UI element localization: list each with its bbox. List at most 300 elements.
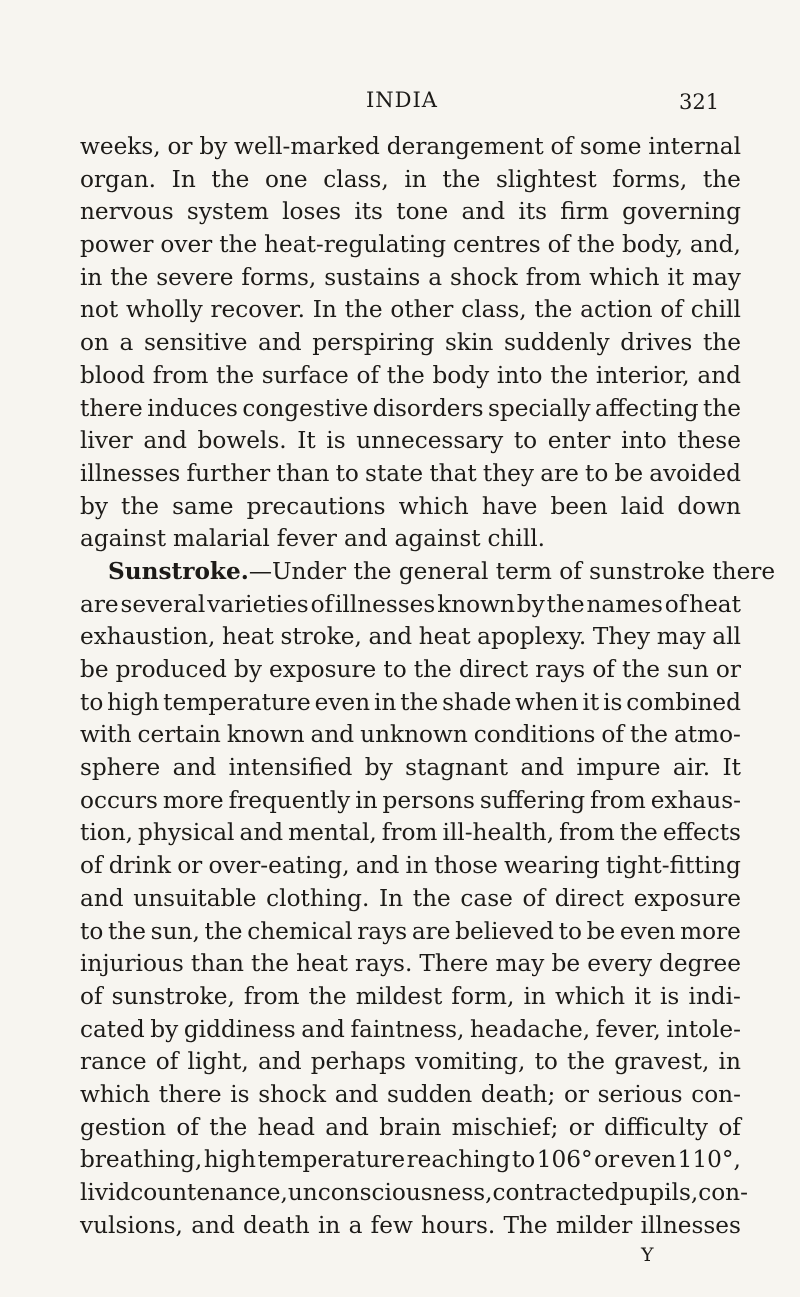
word: 106° [536, 1146, 593, 1174]
word: brain [379, 1113, 442, 1141]
word: of [718, 1113, 741, 1141]
word: the [412, 884, 451, 912]
word: even [619, 917, 676, 945]
word: sphere [80, 754, 161, 782]
word: combined [626, 688, 741, 716]
word: the [204, 917, 243, 945]
word: produced [115, 656, 227, 683]
text-line [80, 491, 741, 524]
word: skin [445, 329, 494, 357]
word: and [172, 754, 217, 782]
word: and, [689, 231, 741, 259]
word: blood [80, 361, 146, 389]
word: be [586, 917, 616, 945]
word: varieties [207, 590, 309, 618]
word: all [712, 623, 741, 651]
word: illnesses [640, 1211, 741, 1239]
word: rays [357, 917, 408, 945]
text-line [80, 981, 741, 1014]
text-line [80, 1210, 741, 1243]
word: of [601, 721, 624, 749]
word: body, [621, 231, 683, 259]
word: nervous [80, 198, 174, 226]
word: rance [80, 1048, 147, 1076]
word: countenance, [130, 1179, 288, 1206]
text-line [80, 1112, 741, 1145]
word: by [150, 1015, 179, 1043]
word: than [276, 459, 330, 487]
word: sensitive [143, 329, 248, 357]
word: of [522, 884, 546, 912]
text-line [80, 687, 741, 720]
word: 110°, [677, 1146, 741, 1174]
word: death; [480, 1080, 556, 1108]
word: the [211, 165, 250, 193]
word: interior, [595, 361, 690, 389]
sunstroke-first-line-rest: —Under the general term of sunstroke there [248, 557, 776, 585]
word: same [172, 492, 234, 520]
word: in [80, 263, 103, 291]
word: and [301, 1015, 345, 1043]
word: death [243, 1211, 310, 1239]
word: disorders [372, 394, 484, 422]
text-line [80, 327, 741, 360]
word: of [176, 1113, 199, 1141]
word: organ. [80, 165, 157, 193]
text-line [80, 294, 741, 327]
word: precautions [246, 492, 386, 520]
signature-mark: Y [641, 1244, 654, 1266]
text-line [80, 1144, 741, 1177]
word: gravest, [614, 1048, 710, 1076]
word: to [383, 656, 407, 683]
word: stroke, [280, 623, 362, 651]
word: and [257, 1048, 302, 1076]
word: be [551, 950, 581, 978]
word: tight-fitting [605, 852, 741, 880]
word: giddiness [183, 1015, 296, 1043]
word: induces [147, 394, 238, 422]
text-line [80, 1079, 741, 1112]
word: unsuitable [133, 884, 257, 912]
word: of [155, 1048, 179, 1076]
word: than [190, 950, 244, 978]
text-line [80, 1014, 741, 1047]
word: to [80, 688, 104, 716]
word: loses [282, 198, 342, 226]
word: the [442, 165, 481, 193]
word: is [326, 427, 346, 455]
word: to [335, 459, 359, 487]
word: unconsciousness, [287, 1179, 493, 1206]
word: to [534, 1048, 558, 1076]
word: reaching [406, 1146, 511, 1174]
word: forms, [612, 165, 688, 193]
word: sun [667, 656, 709, 683]
word: mildest [355, 982, 443, 1010]
word: air. [672, 754, 711, 782]
word: centres [452, 231, 541, 259]
word: to [80, 917, 104, 945]
word: fever [276, 525, 337, 553]
word: illnesses [334, 590, 436, 618]
word: forms, [241, 263, 317, 291]
word: state [365, 459, 424, 487]
word: or [715, 656, 741, 683]
word: hours. [421, 1211, 496, 1239]
word: surface [261, 361, 349, 389]
text-line [80, 916, 741, 949]
word: in [404, 165, 427, 193]
word: slightest [495, 165, 597, 193]
word: drink [108, 852, 172, 880]
word: livid [80, 1179, 131, 1206]
word: to [513, 427, 538, 455]
word: in [355, 786, 378, 814]
word: against [394, 525, 481, 553]
word: faintness, [350, 1015, 465, 1043]
text-line [80, 458, 741, 491]
word: the [534, 296, 573, 324]
word: congestive [242, 394, 369, 422]
word: form, [451, 982, 515, 1010]
word: exhaus- [650, 786, 741, 814]
word: serious [597, 1080, 683, 1108]
word: system [186, 198, 269, 226]
word: there [80, 394, 143, 422]
word: of [550, 133, 574, 160]
word: laid [620, 492, 665, 520]
word: which [80, 1080, 151, 1108]
word: or [568, 1113, 594, 1141]
word: degree [659, 950, 741, 978]
word: unnecessary [356, 427, 504, 455]
word: headache, [469, 1015, 591, 1043]
word: intensified [228, 754, 353, 782]
word: It [722, 754, 741, 782]
word: avoided [649, 459, 741, 487]
word: down [677, 492, 741, 520]
word: illnesses [80, 459, 181, 487]
word: into [621, 427, 667, 455]
text-line [80, 850, 741, 883]
word: in [718, 1048, 741, 1076]
word: heat [296, 950, 348, 978]
word: to [511, 1146, 536, 1174]
word: is [230, 1080, 250, 1108]
word: is [603, 688, 623, 716]
word: atmo- [673, 721, 741, 749]
word: wholly [126, 296, 203, 324]
word: light, [187, 1048, 249, 1076]
word: the [546, 590, 585, 618]
word: in [373, 688, 397, 716]
word: breathing, [80, 1146, 203, 1174]
sunstroke-side-heading: Sunstroke. [108, 557, 249, 585]
word: drives [620, 329, 693, 357]
word: when [515, 688, 579, 716]
word: which [589, 263, 660, 291]
page-number: 321 [679, 90, 720, 114]
word: is [660, 982, 680, 1010]
word: further [186, 459, 271, 487]
word: are [411, 917, 451, 945]
text-line [80, 719, 741, 752]
word: the [344, 296, 383, 324]
word: and [310, 721, 355, 749]
word: a [428, 263, 443, 291]
word: indi- [688, 982, 741, 1010]
text-line [80, 164, 741, 197]
word: body [432, 361, 490, 389]
word: derangement [386, 133, 544, 160]
word: the [400, 688, 439, 716]
word: sudden [386, 1080, 473, 1108]
word: believed [455, 917, 554, 945]
word: liver [80, 427, 133, 455]
word: and [334, 1080, 379, 1108]
word: effects [662, 819, 741, 847]
word: pupils, [619, 1179, 699, 1206]
word: from [559, 819, 615, 847]
word: in [405, 852, 428, 880]
word: ill-health, [442, 819, 555, 847]
word: perspiring [312, 329, 435, 357]
text-line [80, 817, 741, 850]
word: that [429, 459, 477, 487]
word: every [587, 950, 652, 978]
word: the [219, 231, 258, 259]
word: milder [555, 1211, 633, 1239]
word: and [461, 198, 506, 226]
word: The [503, 1211, 548, 1239]
text-line [80, 621, 741, 654]
sunstroke-paragraph-first-line [80, 556, 776, 589]
word: or [167, 133, 193, 160]
word: specially [487, 394, 591, 422]
word: with [80, 721, 132, 749]
word: tone [396, 198, 449, 226]
word: rays. [355, 950, 413, 978]
word: and [355, 852, 400, 880]
word: physical [138, 819, 235, 847]
word: rays [535, 656, 586, 683]
word: action [580, 296, 653, 324]
word: the [121, 492, 160, 520]
text-line [80, 589, 741, 622]
word: known [437, 590, 515, 618]
word: may [495, 950, 545, 978]
word: of [547, 231, 571, 259]
word: the [619, 819, 658, 847]
word: certain [137, 721, 221, 749]
text-line [80, 262, 741, 295]
word: apoplexy. [477, 623, 587, 651]
word: on [80, 329, 109, 357]
word: governing [622, 198, 741, 226]
word: and [697, 361, 741, 389]
word: have [481, 492, 538, 520]
word: of [310, 590, 334, 618]
word: from [152, 361, 209, 389]
word: temperature [163, 688, 311, 716]
text-line [80, 1177, 748, 1210]
word: power [80, 231, 154, 259]
word: other [390, 296, 454, 324]
word: vomiting, [415, 1048, 526, 1076]
word: case [460, 884, 513, 912]
text-line [80, 360, 741, 393]
word: They [592, 623, 651, 651]
word: malarial [173, 525, 270, 553]
word: not [80, 296, 119, 324]
word: or [177, 852, 203, 880]
text-line [80, 948, 741, 981]
word: more [162, 786, 224, 814]
word: the [413, 656, 452, 683]
word: its [518, 198, 547, 226]
word: the [621, 656, 660, 683]
word: against [80, 525, 167, 553]
word: it [667, 263, 685, 291]
word: weeks, [80, 133, 161, 160]
text-line [80, 1046, 741, 1079]
word: stagnant [405, 754, 509, 782]
word: be [80, 656, 109, 683]
word: one [265, 165, 308, 193]
word: mischief; [451, 1113, 559, 1141]
word: wearing [504, 852, 600, 880]
word: In [312, 296, 337, 324]
text-line [80, 425, 741, 458]
word: injurious [80, 950, 184, 978]
word: to [558, 917, 582, 945]
word: There [419, 950, 489, 978]
word: they [482, 459, 534, 487]
word: some [579, 133, 642, 160]
word: of [80, 852, 103, 880]
word: heat [222, 623, 274, 651]
word: fever, [595, 1015, 661, 1043]
word: from [243, 982, 300, 1010]
text-line [80, 883, 741, 916]
word: the [567, 1048, 606, 1076]
word: high [107, 688, 160, 716]
word: chill [690, 296, 741, 324]
word: exposure [633, 884, 741, 912]
word: the [629, 721, 668, 749]
word: occurs [80, 786, 158, 814]
word: unknown [360, 721, 468, 749]
word: it [582, 688, 600, 716]
word: high [203, 1146, 256, 1174]
word: suddenly [503, 329, 610, 357]
word: and [143, 427, 187, 455]
word: shock [449, 263, 518, 291]
word: recover. [210, 296, 305, 324]
word: more [680, 917, 741, 945]
word: known [226, 721, 305, 749]
word: of [80, 982, 103, 1010]
word: and [325, 1113, 369, 1141]
word: perhaps [310, 1048, 406, 1076]
word: a [119, 329, 134, 357]
word: the [702, 394, 741, 422]
word: contracted [492, 1179, 620, 1206]
word: shade [442, 688, 512, 716]
word: from [525, 263, 582, 291]
word: it [634, 982, 651, 1010]
word: the [251, 950, 289, 978]
word: of [592, 656, 615, 683]
word: and [520, 754, 565, 782]
word: by [364, 754, 393, 782]
word: In [171, 165, 196, 193]
word: and [191, 1211, 235, 1239]
word: class, [461, 296, 527, 324]
word: and [80, 884, 124, 912]
word: these [677, 427, 741, 455]
word: exposure [269, 656, 377, 683]
body-text [80, 131, 776, 1242]
text-line [80, 523, 741, 556]
word: there [158, 1080, 222, 1108]
text-line [80, 196, 741, 229]
word: suffering [479, 786, 586, 814]
word: tion, [80, 819, 133, 847]
word: cated [80, 1015, 145, 1043]
word: chemical [247, 917, 353, 945]
word: be [614, 459, 644, 487]
word: intole- [666, 1015, 741, 1043]
text-line [80, 131, 741, 164]
word: from [381, 819, 438, 847]
word: even [620, 1146, 677, 1174]
word: are [540, 459, 579, 487]
word: sustains [324, 263, 421, 291]
word: direct [458, 656, 529, 683]
word: the [577, 231, 616, 259]
word: which [398, 492, 469, 520]
word: direct [554, 884, 625, 912]
word: the [702, 165, 741, 193]
text-line [80, 229, 741, 262]
word: even [314, 688, 371, 716]
word: con- [691, 1080, 741, 1108]
word: to [585, 459, 609, 487]
word: exhaustion, [80, 623, 216, 651]
text-line [80, 785, 741, 818]
text-line [80, 393, 741, 426]
word: persons [382, 786, 475, 814]
word: bowels. [197, 427, 287, 455]
word: the [702, 329, 741, 357]
word: sun, [150, 917, 200, 945]
word: by [233, 656, 262, 683]
word: firm [560, 198, 609, 226]
word: of [664, 590, 688, 618]
running-title: INDIA [366, 88, 438, 112]
word: of [660, 296, 683, 324]
word: heat [689, 590, 741, 618]
word: vulsions, [80, 1211, 183, 1239]
word: the [110, 263, 149, 291]
word: heat-regulating [264, 231, 447, 259]
word: heat [418, 623, 471, 651]
word: clothing. [266, 884, 370, 912]
word: or [594, 1146, 620, 1174]
word: con- [698, 1179, 748, 1206]
